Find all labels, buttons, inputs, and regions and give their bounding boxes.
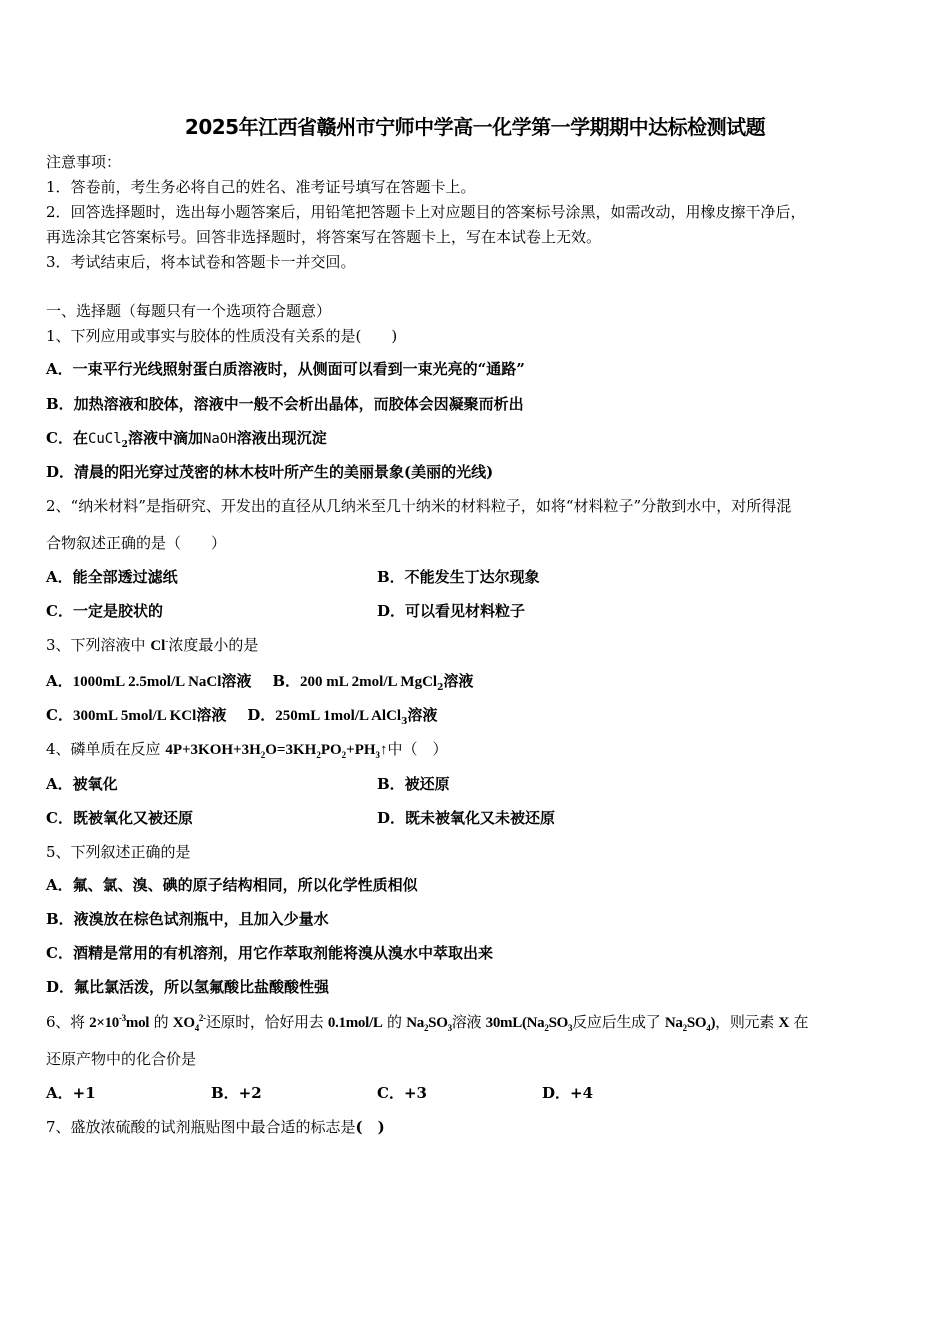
question-2-option-b: B．不能发生丁达尔现象 xyxy=(377,568,540,586)
question-1-option-c: C．在CuCl$_2$溶液中滴加NaOH溶液出现沉淀 xyxy=(46,429,327,450)
question-4-option-c: C．既被氧化又被还原 xyxy=(46,809,193,827)
question-6-stem-cont: 还原产物中的化合价是 xyxy=(46,1050,197,1068)
question-1-option-a: A．一束平行光线照射蛋白质溶液时，从侧面可以看到一束光亮的“通路” xyxy=(46,360,525,378)
notice-item: 2．回答选择题时，选出每小题答案后，用铅笔把答题卡上对应题目的答案标号涂黑，如需改动，用橡皮擦干净后， xyxy=(46,203,806,221)
question-3-stem: 3、下列溶液中 Cl-浓度最小的是 xyxy=(46,636,259,654)
question-5-option-a: A．氟、氯、溴、碘的原子结构相同，所以化学性质相似 xyxy=(46,876,418,894)
question-6-option-c: C．+3 xyxy=(377,1084,427,1102)
notice-item: 1．答卷前，考生务必将自己的姓名、准考证号填写在答题卡上。 xyxy=(46,178,476,196)
question-3-options-ab xyxy=(46,671,473,692)
question-6-stem: 6、将 $2\times 10^{-3}mol$ 的 $XO_4^{2-}$还原时，恰好用去 0.1mol/L 的 $Na_2SO_3$溶液 $30mL(Na_2SO_3$反应后生成了 $Na_2SO_4$)，则元素 X 在 xyxy=(46,1013,809,1033)
question-1-option-b: B．加热溶液和胶体，溶液中一般不会析出晶体，而胶体会因凝聚而析出 xyxy=(46,395,524,413)
question-4-option-a: A．被氧化 xyxy=(46,775,118,793)
question-3-option-a: A．1000mL 2.5mol/L NaCl溶液 xyxy=(46,672,252,690)
question-5-stem: 5、下列叙述正确的是 xyxy=(46,843,191,861)
question-5-option-c: C．酒精是常用的有机溶剂，用它作萃取剂能将溴从溴水中萃取出来 xyxy=(46,944,493,962)
question-6-option-d: D．+4 xyxy=(542,1084,594,1102)
notice-item: 再选涂其它答案标号。回答非选择题时，将答案写在答题卡上，写在本试卷上无效。 xyxy=(46,228,602,246)
notice-heading: 注意事项： xyxy=(46,153,122,171)
question-7-stem: 7、盛放浓硫酸的试剂瓶贴图中最合适的标志是( ) xyxy=(46,1118,385,1136)
notice-item: 3．考试结束后，将本试卷和答题卡一并交回。 xyxy=(46,253,356,271)
question-3-option-d: D．250mL 1mol/L AlCl$_3$溶液 xyxy=(247,706,438,727)
question-6-option-b: B．+2 xyxy=(211,1084,262,1102)
question-4-stem: 4、磷单质在反应 $4P+3KOH+3H_2O=3KH_2PO_2+PH_3↑$中（ ） xyxy=(46,740,448,760)
question-3-option-c: C．300mL 5mol/L KCl溶液 xyxy=(46,706,227,724)
question-3-option-b: B．200 mL 2mol/L MgCl$_2$溶液 xyxy=(272,672,474,693)
page-title: 2025年江西省赣州市宁师中学高一化学第一学期期中达标检测试题 xyxy=(184,115,766,139)
question-5-option-b: B．液溴放在棕色试剂瓶中，且加入少量水 xyxy=(46,910,329,928)
question-4-option-b: B．被还原 xyxy=(377,775,450,793)
question-3-options-cd xyxy=(46,705,437,726)
question-2-option-c: C．一定是胶状的 xyxy=(46,602,163,620)
question-6-option-a: A．+1 xyxy=(46,1084,96,1102)
question-2-option-d: D．可以看见材料粒子 xyxy=(377,602,526,620)
question-2-stem: 2、“纳米材料”是指研究、开发出的直径从几纳米至几十纳米的材料粒子，如将“材料粒子”分散到水中，对所得混 xyxy=(46,497,792,515)
question-5-option-d: D．氟比氯活泼，所以氢氟酸比盐酸酸性强 xyxy=(46,978,330,996)
question-1-stem: 1、下列应用或事实与胶体的性质没有关系的是( ) xyxy=(46,327,398,345)
section-heading: 一、选择题（每题只有一个选项符合题意） xyxy=(46,302,332,320)
question-1-option-d: D．清晨的阳光穿过茂密的林木枝叶所产生的美丽景象(美丽的光线) xyxy=(46,463,494,481)
question-2-option-a: A．能全部透过滤纸 xyxy=(46,568,178,586)
question-2-stem-cont: 合物叙述正确的是（ ） xyxy=(46,534,227,552)
question-4-option-d: D．既未被氧化又未被还原 xyxy=(377,809,556,827)
